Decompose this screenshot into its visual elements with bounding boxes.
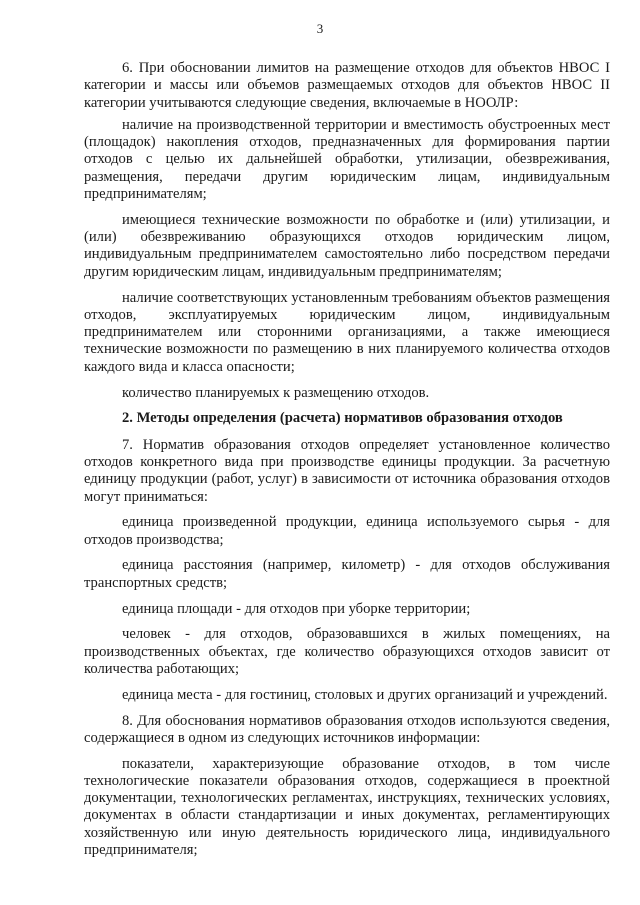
list-item-planned-quantity: количество планируемых к размещению отходов. [122,384,430,401]
list-item-technical-capabilities: имеющиеся технические возможности по обработке и (или) утилизации, и (или) обезвреживанию образующихся отходов юридическим лицом, индивидуальным предпринимателем самостоятельно либо посредством передачи другим юридическим лицам, индивидуальным предпринимателям; [84,211,610,280]
document-body [84,60,610,868]
list-item-production-unit: единица произведенной продукции, единица используемого сырья - для отходов производства; [84,514,610,548]
paragraph-7: 7. Норматив образования отходов определяет установленное количество отходов конкретного вида при производстве единицы продукции. За расчетную единицу продукции (работ, услуг) в зависимости от источника образования отходов могут приниматься: [84,436,610,505]
list-item-person-unit: человек - для отходов, образовавшихся в жилых помещениях, на производственных объектах, где количество образующихся отходов зависит от количества работающих; [84,626,610,677]
list-item-place-unit: единица места - для гостиниц, столовых и других организаций и учреждений. [122,686,608,703]
list-item-area-unit: единица площади - для отходов при уборке территории; [122,600,471,617]
list-item-indicators: показатели, характеризующие образование отходов, в том числе технологические показатели образования отходов, содержащиеся в проектной документации, технологических регламентах, инструкциях, технических условиях, документах в области стандартизации и иных документах, регламентирующих хозяйственную или иную деятельность юридического лица, индивидуального предпринимателя; [84,755,610,859]
list-item-disposal-facilities: наличие соответствующих установленным требованиям объектов размещения отходов, эксплуатируемых юридическим лицом, индивидуальным предпринимателем или сторонними организациями, а также имеющиеся технические возможности по размещению в них планируемого количества отходов каждого вида и класса опасности; [84,289,610,375]
paragraph-6: 6. При обосновании лимитов на размещение отходов для объектов НВОС I категории и массы или объемов размещаемых отходов для объектов НВОС II категории учитываются следующие сведения, включаемые в НООЛР: [84,60,610,111]
section-heading: 2. Методы определения (расчета) нормативов образования отходов [122,410,563,427]
list-item-storage-sites: наличие на производственной территории и вместимость обустроенных мест (площадок) накопления отходов, предназначенных для формирования партии отходов с целью их дальнейшей обработки, утилизации, обезвреживания, размещения, передачи другим юридическим лицам, индивидуальным предпринимателям; [84,116,610,203]
list-item-distance-unit: единица расстояния (например, километр) - для отходов обслуживания транспортных средств; [84,557,610,591]
paragraph-8: 8. Для обоснования нормативов образования отходов используются сведения, содержащиеся в одном из следующих источников информации: [84,712,610,746]
page-number: 3 [316,21,324,36]
